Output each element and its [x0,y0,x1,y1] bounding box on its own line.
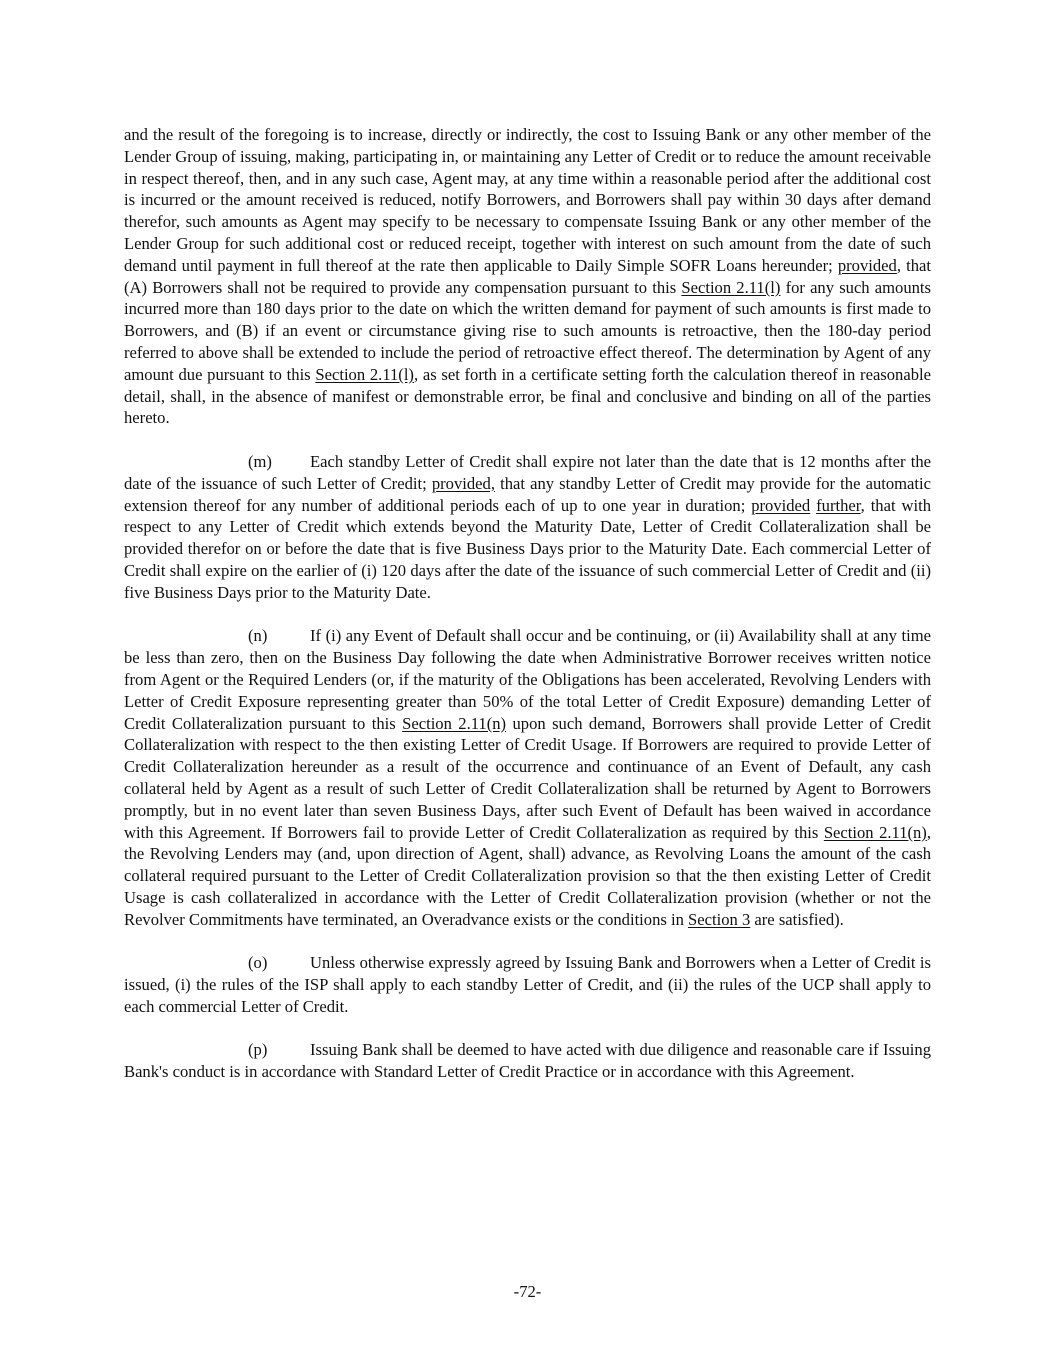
text-run: Unless otherwise expressly agreed by Issuing Bank and Borrowers when a Letter of Credit is issued, (i) the rules of the ISP shall apply to each standby Letter of Credit, and (ii) the rules of the UCP shall apply to each commercial Letter of Credit. [124,953,931,1016]
text-run: for any such amounts incurred more than 180 days prior to the date on which the written demand for payment of such amounts is first made to Borrowers, and (B) if an event or circumstance giving rise to such amounts is retroactive, then the 180-day period referred to above shall be extended to include the period of retroactive effect thereof. The determination by Agent of any amount due pursuant to this [124,277,931,384]
text-run: upon such demand, Borrowers shall provide Letter of Credit Collateralization with respect to the then existing Letter of Credit Usage. If Borrowers are required to provide Letter of Credit Collateralization hereunder as a result of the occurrence and continuance of an Event of Default, any cash collateral held by Agent as a result of such Letter of Credit Collateralization shall be returned by Agent to Borrowers promptly, but in no event later than seven Business Days, after such Event of Default has been waived in accordance with this Agreement. If Borrowers fail to provide Letter of Credit Collateralization as required by this [124,713,931,842]
text-run: , the Revolving Lenders may (and, upon direction of Agent, shall) advance, as Revolving Loans the amount of the cash collateral required pursuant to the Letter of Credit Collateralization provision so that the then existing Letter of Credit Usage is cash collateralized in accordance with the Letter of Credit Collateralization provision (whether or not the Revolver Commitments have terminated, an Overadvance exists or the conditions in [124,822,931,929]
clause-marker: (o) [248,953,268,973]
underlined-term-provided: provided [837,255,897,275]
paragraph-p [124,1039,931,1083]
paragraph-l-continued [124,124,931,429]
page-number: -72- [513,1282,542,1301]
text-run: are satisfied). [750,909,844,929]
text-run: and the result of the foregoing is to increase, directly or indirectly, the cost to Issuing Bank or any other member of the Lender Group of issuing, making, participating in, or maintaining any Letter of Credit or to reduce the amount receivable in respect thereof, then, and in any such case, Agent may, at any time within a reasonable period after the additional cost is incurred or the amount received is reduced, notify Borrowers, and Borrowers shall pay within 30 days after demand therefor, such amounts as Agent may specify to be necessary to compensate Issuing Bank or any other member of the Lender Group for such additional cost or reduced receipt, together with interest on such amount from the date of such demand until payment in full thereof at the rate then applicable to Daily Simple SOFR Loans hereunder; [124,125,931,275]
text-run: If (i) any Event of Default shall occur and be continuing, or (ii) Availability shall at any time be less than zero, then on the Business Day following the date when Administrative Borrower receives written notice from Agent or the Required Lenders (or, if the maturity of the Obligations has been accelerated, Revolving Lenders with Letter of Credit Exposure representing greater than 50% of the total Letter of Credit Exposure) demanding Letter of Credit Collateralization pursuant to this [124,626,931,733]
document-body [124,124,931,1105]
section-reference: Section 2.11(l) [681,277,781,297]
clause-marker: (p) [248,1040,268,1060]
section-reference: Section 2.11(n) [823,822,927,842]
paragraph-m [124,451,931,604]
underlined-term-provided: provided, [431,473,495,493]
underlined-term-further: further [816,495,861,515]
underlined-term-provided: provided [751,495,811,515]
text-run: Issuing Bank shall be deemed to have acted with due diligence and reasonable care if Issuing Bank's conduct is in accordance with Standard Letter of Credit Practice or in accordance with this Agreement. [124,1040,931,1082]
section-reference: Section 2.11(n) [402,713,507,733]
clause-marker: (m) [248,451,272,471]
paragraph-o [124,952,931,1017]
clause-marker: (n) [248,626,268,646]
text-run: that any standby Letter of Credit may provide for the automatic extension thereof for any number of additional periods each of up to one year in duration; [124,473,932,515]
text-run: , that (A) Borrowers shall not be required to provide any compensation pursuant to this [124,255,932,297]
text-run: , as set forth in a certificate setting forth the calculation thereof in reasonable detail, shall, in the absence of manifest or demonstrable error, be final and conclusive and binding on all of the parties hereto. [124,364,931,428]
paragraph-n [124,625,931,930]
section-reference: Section 3 [688,909,751,929]
text-run: , that with respect to any Letter of Credit which extends beyond the Maturity Date, Letter of Credit Collateralization shall be provided therefor on or before the date that is five Business Days prior to the Maturity Date. Each commercial Letter of Credit shall expire on the earlier of (i) 120 days after the date of the issuance of such commercial Letter of Credit and (ii) five Business Days prior to the Maturity Date. [124,495,931,602]
text-run: Each standby Letter of Credit shall expire not later than the date that is 12 months after the date of the issuance of such Letter of Credit; [124,451,931,493]
section-reference: Section 2.11(l) [315,364,414,384]
